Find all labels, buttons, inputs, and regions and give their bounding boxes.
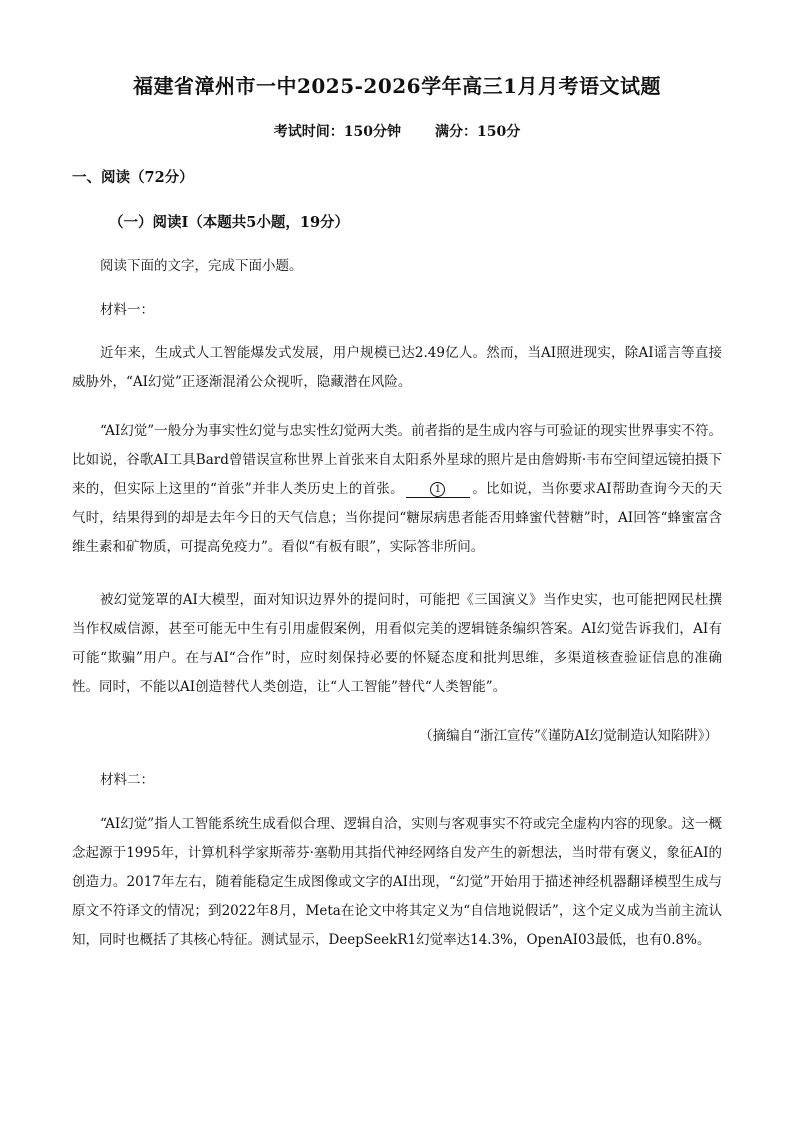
material2-paragraph-1: “AI幻觉”指人工智能系统生成看似合理、逻辑自洽，实则与客观事实不符或完全虚构内容的现象。这一概念起源于1995年，计算机科学家斯蒂芬·塞勒用其指代神经网络自发产生的新想法，当时带有褒义，象征AI的创造力。2017年左右，随着能稳定生成图像或文字的AI出现，“幻觉”开始用于描述神经机器翻译模型生成与原文不符译文的情况；到2022年8月，Meta在论文中将其定义为“自信地说假话”，这个定义成为当前主流认知，同时也概括了其核心特征。测试显示，DeepSeekR1幻觉率达14.3%，OpenAI03最低，也有0.8%。	[72, 816, 722, 948]
material1-paragraph-3: 被幻觉笼罩的AI大模型，面对知识边界外的提问时，可能把《三国演义》当作史实，也可能把网民杜撰当作权威信源，甚至可能无中生有引用虚假案例，用看似完美的逻辑链条编织答案。AI幻觉告诉我们，AI有可能“欺骗”用户。在与AI“合作”时，应时刻保持必要的怀疑态度和批判思维，多渠道核查验证信息的准确性。同时，不能以AI创造替代人类创造，让“人工智能”替代“人类智能”。	[72, 592, 722, 695]
material1-paragraph-1: 近年来，生成式人工智能爆发式发展，用户规模已达2.49亿人。然而，当AI照进现实，除AI谣言等直接威胁外，“AI幻觉”正逐渐混淆公众视听，隐藏潜在风险。	[72, 345, 722, 390]
material2-label: 材料二：	[100, 772, 154, 788]
instruction-text: 阅读下面的文字，完成下面小题。	[100, 258, 303, 274]
exam-score: 满分：150分	[435, 124, 521, 140]
answer-blank	[406, 481, 470, 498]
source-citation: （摘编自“浙江宣传”《谨防AI幻觉制造认知陷阱》）	[419, 728, 718, 744]
paragraph-text: “AI幻觉”一般分为事实性幻觉与忠实性幻觉两大类。前者指的是生成内容与可验证的现实世界事实不符。比如说，谷歌AI工具Bard曾错误宣称世界上首张来自太阳系外星球的照片是由詹姆斯·韦布空间望远镜拍摄下来的，但实际上这里的“首张”并非人类历史上的首张。	[72, 423, 722, 497]
section-heading: 一、阅读（72分）	[72, 169, 194, 186]
material1-paragraph-2	[72, 417, 722, 562]
exam-time: 考试时间：150分钟	[273, 124, 401, 140]
subsection-heading: （一）阅读Ⅰ（本题共5小题，19分）	[109, 214, 350, 231]
exam-info	[0, 121, 794, 141]
blank-number-marker: 1	[430, 482, 445, 497]
paragraph-text: 。比如说，当你要求AI帮助查询今天的天气时，结果得到的却是去年今日的天气信息；当你提问“糖尿病患者能否用蜂蜜代替糖”时，AI回答“蜂蜜富含维生素和矿物质，可提高免疫力”。看似“有板有眼”，实际答非所问。	[72, 481, 722, 555]
page-title: 福建省漳州市一中2025-2026学年高三1月月考语文试题	[132, 74, 662, 98]
material1-label: 材料一：	[100, 302, 154, 318]
